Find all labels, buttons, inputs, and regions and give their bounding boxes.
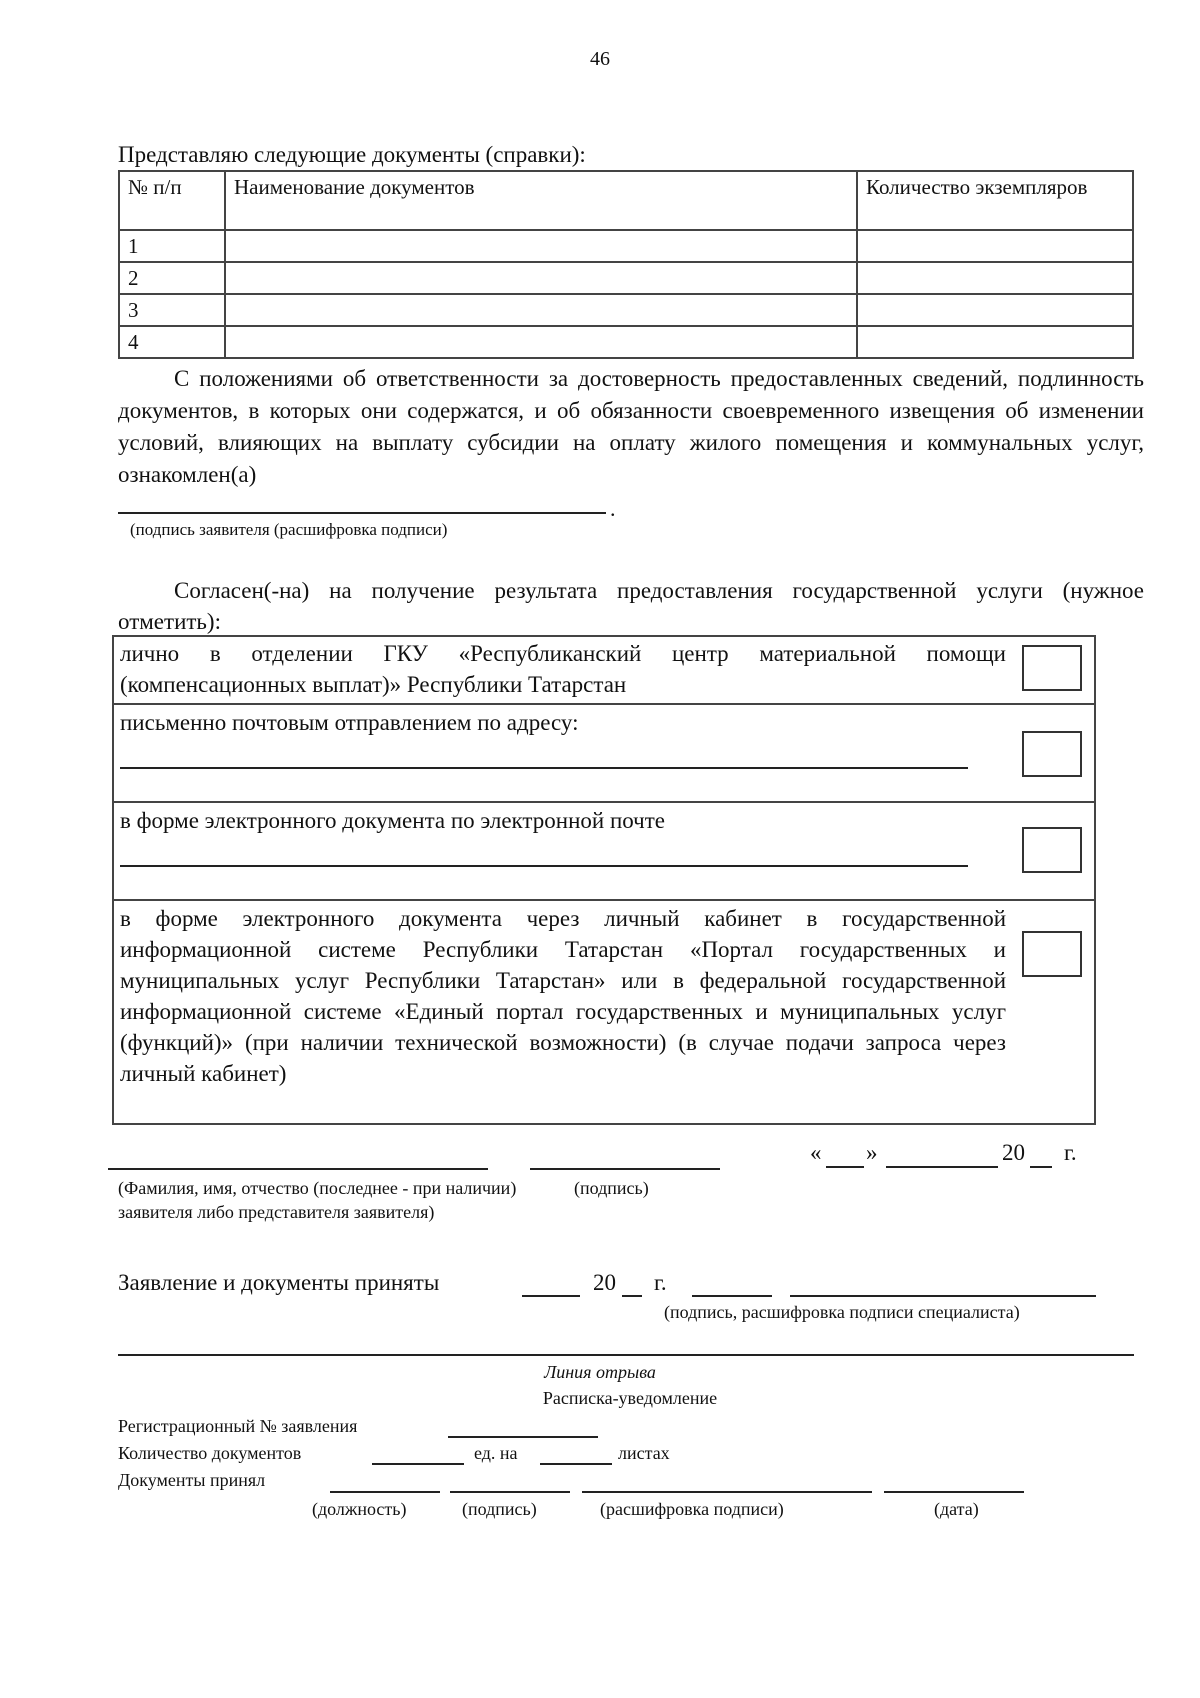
row-number: 4 (119, 326, 225, 358)
consent-title-text: Согласен(-на) на получение результата предоставления государственной услуги (нужное отметить): (118, 578, 1144, 634)
specialist-caption: (подпись, расшифровка подписи специалиста) (664, 1302, 1020, 1322)
accepted-by-label: Документы принял (118, 1470, 266, 1490)
accepted-year-prefix: 20 (593, 1270, 616, 1295)
email-address-line[interactable] (120, 865, 968, 867)
reg-number-label: Регистрационный № заявления (118, 1416, 358, 1436)
date-open-quote: « (810, 1140, 822, 1165)
date-year-prefix: 20 (1002, 1140, 1025, 1165)
decoding-caption: (расшифровка подписи) (600, 1499, 784, 1519)
receipt-date-line[interactable] (884, 1491, 1024, 1493)
row-document-name-cell[interactable] (225, 294, 857, 326)
signature-caption: (подпись) (462, 1499, 537, 1519)
doc-count-label: Количество документов (118, 1443, 302, 1463)
sign-caption: (подпись) (574, 1178, 649, 1198)
row-document-name-cell[interactable] (225, 262, 857, 294)
accepted-date-line[interactable] (522, 1295, 580, 1297)
option-post-text: письменно почтовым отправлением по адресу: (120, 710, 579, 735)
row-number: 3 (119, 294, 225, 326)
row-document-name-cell[interactable] (225, 326, 857, 358)
date-month-line[interactable] (886, 1166, 998, 1168)
table-row (119, 326, 1133, 358)
row-document-name-cell[interactable] (225, 230, 857, 262)
delivery-option-personal-account (114, 899, 1094, 1123)
fio-caption: (Фамилия, имя, отчество (последнее - при наличии) заявителя либо представителя заявителя) (118, 1178, 517, 1222)
accepted-year-line[interactable] (622, 1295, 642, 1297)
checkbox-in-person[interactable] (1022, 645, 1082, 691)
page-number: 46 (590, 48, 610, 70)
postal-address-line[interactable] (120, 767, 968, 769)
applicant-fio-line[interactable] (108, 1168, 488, 1170)
units-on-label: ед. на (474, 1443, 518, 1463)
date-day-line[interactable] (826, 1166, 864, 1168)
option-in-person-text: лично в отделении ГКУ «Республиканский центр материальной помощи (компенсационных выплат)» Республики Татарстан (120, 641, 1006, 697)
header-copies-count: Количество экземпляров (857, 171, 1133, 230)
row-copies-cell[interactable] (857, 230, 1133, 262)
documents-intro: Представляю следующие документы (справки): (118, 142, 586, 167)
delivery-options-table (112, 635, 1096, 1125)
acknowledgement-text: С положениями об ответственности за достоверность предоставленных сведений, подлинность документов, в которых они содержатся, и об обязанности своевременного извещения об изменении условий, влияющих на выплату субсидии на оплату жилого помещения и коммунальных услуг, ознакомлен(а) (118, 366, 1144, 487)
delivery-option-email (114, 801, 1094, 899)
row-copies-cell[interactable] (857, 294, 1133, 326)
tear-off-line (118, 1354, 1134, 1356)
row-copies-cell[interactable] (857, 262, 1133, 294)
consent-title (118, 575, 1144, 637)
row-number: 1 (119, 230, 225, 262)
checkbox-email[interactable] (1022, 827, 1082, 873)
date-year-suffix: г. (1064, 1140, 1077, 1165)
checkbox-personal-account[interactable] (1022, 931, 1082, 977)
acknowledgement-paragraph (118, 363, 1144, 491)
date-close-quote: » (866, 1140, 878, 1165)
delivery-option-in-person (114, 637, 1094, 703)
documents-table (118, 170, 1134, 359)
header-number: № п/п (119, 171, 225, 230)
date-year-line[interactable] (1030, 1166, 1052, 1168)
receiver-name-line[interactable] (582, 1491, 872, 1493)
sheets-count-line[interactable] (540, 1463, 612, 1465)
date-caption: (дата) (934, 1499, 979, 1519)
table-row (119, 230, 1133, 262)
row-number: 2 (119, 262, 225, 294)
specialist-sign-line[interactable] (692, 1295, 772, 1297)
table-row (119, 294, 1133, 326)
doc-count-line[interactable] (372, 1463, 464, 1465)
option-personal-account-text: в форме электронного документа через личный кабинет в государственной информационной системе Республики Татарстан «Портал государственных и муниципальных услуг Республики Татарстан» или в федеральной государственной информационной системе «Единый портал государственных и муниципальных услуг (функций)» (при наличии технической возможности) (в случае подачи запроса через личный кабинет) (120, 906, 1006, 1086)
position-line[interactable] (330, 1491, 440, 1493)
specialist-name-line[interactable] (790, 1295, 1096, 1297)
tear-off-label: Линия отрыва (544, 1362, 656, 1382)
accepted-year-suffix: г. (654, 1270, 667, 1295)
acknowledgement-period: . (610, 496, 616, 521)
applicant-signature-caption: (подпись заявителя (расшифровка подписи) (130, 520, 448, 539)
applicant-sign-line[interactable] (530, 1168, 720, 1170)
position-caption: (должность) (312, 1499, 407, 1519)
receiver-sign-line[interactable] (450, 1491, 570, 1493)
accepted-text: Заявление и документы приняты (118, 1270, 440, 1295)
applicant-signature-line[interactable] (118, 512, 606, 514)
table-row (119, 262, 1133, 294)
header-document-name: Наименование документов (225, 171, 857, 230)
sheets-label: листах (618, 1443, 670, 1463)
row-copies-cell[interactable] (857, 326, 1133, 358)
delivery-option-post (114, 703, 1094, 801)
table-header-row (119, 171, 1133, 230)
checkbox-post[interactable] (1022, 731, 1082, 777)
receipt-title: Расписка-уведомление (542, 1388, 718, 1408)
option-email-text: в форме электронного документа по электронной почте (120, 808, 665, 833)
reg-number-line[interactable] (448, 1436, 598, 1438)
